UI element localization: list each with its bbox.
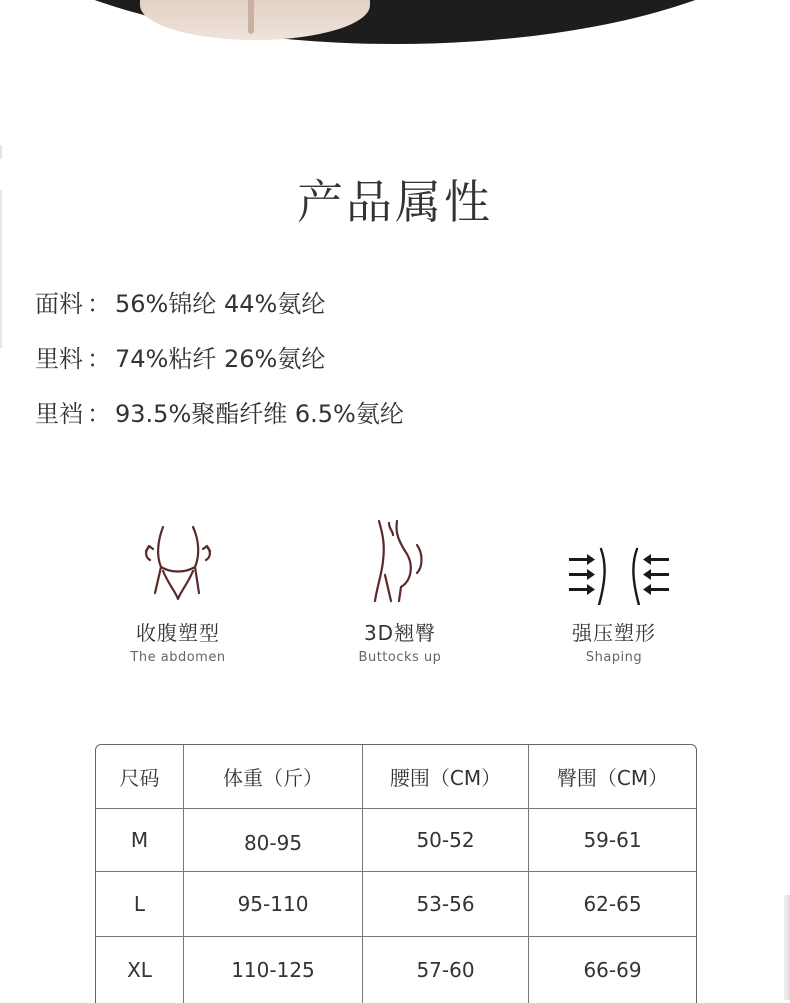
table-cell: L — [96, 872, 184, 936]
table-header-cell: 体重（斤） — [184, 745, 363, 808]
table-cell: M — [96, 809, 184, 871]
table-cell: XL — [96, 937, 184, 1003]
table-cell: 95-110 — [184, 872, 363, 936]
feature-row — [0, 515, 790, 685]
feature-title: 收腹塑型 — [136, 621, 220, 645]
shaping-icon — [559, 515, 669, 605]
table-cell: 66-69 — [583, 958, 642, 982]
spec-value: 56%锦纶 44%氨纶 — [115, 290, 326, 318]
spec-colon: ： — [87, 345, 111, 373]
feature-shaping — [514, 515, 714, 665]
edge-mark — [0, 145, 2, 159]
table-row — [96, 872, 696, 937]
edge-decoration — [784, 895, 790, 1000]
feature-title: 3D翘臀 — [363, 621, 437, 645]
abdomen-icon — [133, 515, 223, 605]
table-header-cell: 臀围（CM） — [556, 766, 669, 790]
feature-subtitle: The abdomen — [130, 650, 226, 665]
table-row — [96, 937, 696, 1003]
table-cell: 80-95 — [184, 809, 363, 871]
table-header-cell: 腰围（CM） — [363, 745, 529, 808]
spec-colon: ： — [87, 290, 111, 318]
table-cell: 57-60 — [363, 937, 529, 1003]
feature-subtitle: Buttocks up — [358, 650, 442, 665]
table-cell: 53-56 — [363, 872, 529, 936]
hero-image — [0, 0, 790, 50]
spec-fabric — [35, 290, 404, 318]
spec-value: 93.5%聚酯纤维 6.5%氨纶 — [115, 400, 404, 428]
feature-title: 强压塑形 — [572, 621, 656, 645]
buttocks-icon — [355, 515, 445, 605]
feature-abdomen — [78, 515, 278, 665]
hero-leg-gap — [248, 0, 254, 34]
spec-value: 74%粘纤 26%氨纶 — [115, 345, 326, 373]
spec-crotch — [35, 400, 404, 428]
table-cell: 50-52 — [363, 809, 529, 871]
hero-dark-background — [0, 0, 790, 44]
section-title: 产品属性 — [297, 175, 493, 229]
feature-subtitle: Shaping — [585, 650, 643, 665]
spec-label: 里料 — [35, 345, 83, 373]
table-row — [96, 809, 696, 872]
spec-colon: ： — [87, 400, 111, 428]
table-header-row — [96, 745, 696, 809]
table-cell: 110-125 — [184, 937, 363, 1003]
spec-label: 面料 — [35, 290, 83, 318]
spec-lining — [35, 345, 404, 373]
size-table — [95, 744, 697, 1003]
table-cell: 59-61 — [583, 828, 642, 852]
table-cell: 62-65 — [583, 892, 642, 916]
spec-list — [35, 290, 404, 455]
feature-buttocks — [300, 515, 500, 665]
table-header-cell: 尺码 — [96, 745, 184, 808]
spec-label: 里裆 — [35, 400, 83, 428]
